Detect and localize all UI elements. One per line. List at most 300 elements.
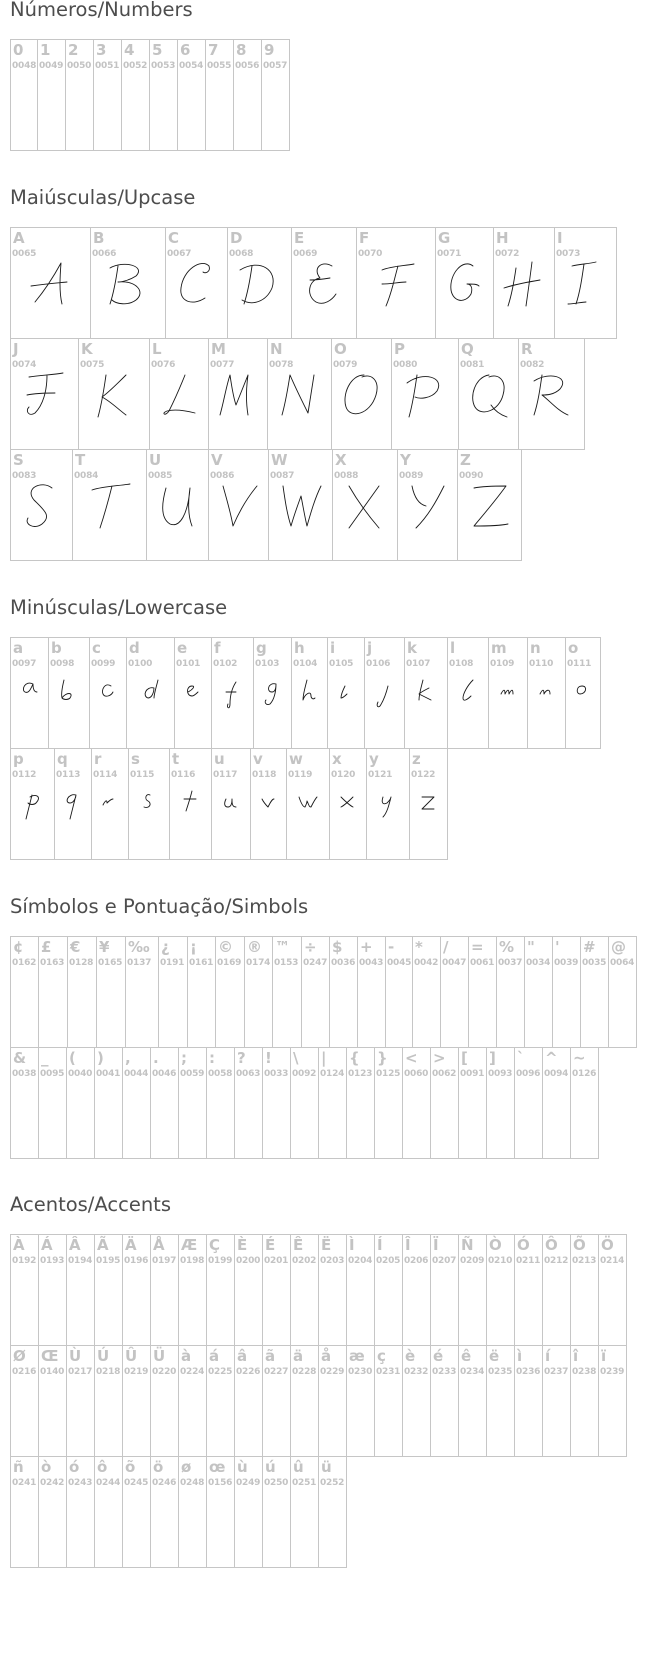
script-glyph-drawing bbox=[140, 680, 162, 710]
glyph-cell bbox=[290, 1234, 319, 1346]
glyph-code-label: 0252 bbox=[320, 1478, 345, 1488]
glyph-code-label: 0216 bbox=[12, 1367, 37, 1377]
script-glyph-stroke bbox=[98, 375, 126, 417]
glyph-char-label: å bbox=[321, 1347, 332, 1365]
glyph-char-label: " bbox=[527, 938, 535, 956]
script-glyph-drawing bbox=[502, 260, 546, 308]
glyph-cell bbox=[10, 637, 49, 749]
glyph-code-label: 0078 bbox=[269, 360, 294, 370]
glyph-char-label: q bbox=[57, 750, 68, 768]
glyph-code-label: 0072 bbox=[495, 249, 520, 259]
script-glyph-drawing bbox=[343, 482, 387, 530]
glyph-cell bbox=[267, 338, 332, 450]
glyph-cell bbox=[402, 1047, 431, 1159]
glyph-char-label: 1 bbox=[40, 41, 51, 59]
glyph-char-label: V bbox=[211, 451, 223, 469]
script-glyph-stroke bbox=[412, 486, 444, 528]
glyph-char-label: Ê bbox=[293, 1236, 304, 1254]
glyph-code-label: 0107 bbox=[406, 659, 431, 669]
script-glyph-drawing bbox=[406, 482, 450, 530]
glyph-char-label: Ã bbox=[97, 1236, 109, 1254]
glyph-code-label: 0169 bbox=[217, 958, 242, 968]
glyph-char-label: ' bbox=[555, 938, 560, 956]
glyph-char-label: í bbox=[545, 1347, 551, 1365]
script-glyph-drawing bbox=[530, 371, 574, 419]
glyph-code-label: 0040 bbox=[68, 1069, 93, 1079]
script-glyph-drawing bbox=[222, 680, 244, 710]
glyph-char-label: € bbox=[70, 938, 81, 956]
script-glyph-drawing bbox=[58, 680, 80, 710]
script-glyph-drawing bbox=[92, 371, 136, 419]
glyph-code-label: 0066 bbox=[92, 249, 117, 259]
glyph-row bbox=[10, 1234, 627, 1346]
glyph-cell bbox=[38, 1456, 67, 1568]
script-glyph-stroke bbox=[568, 262, 596, 304]
glyph-code-label: 0210 bbox=[488, 1256, 513, 1266]
glyph-cell bbox=[318, 1047, 347, 1159]
glyph-cell bbox=[66, 1234, 95, 1346]
lowercase-title: Minúsculas/Lowercase bbox=[10, 596, 228, 619]
glyph-code-label: 0163 bbox=[40, 958, 65, 968]
glyph-row bbox=[10, 227, 617, 339]
glyph-char-label: Û bbox=[125, 1347, 138, 1365]
glyph-cell bbox=[169, 748, 212, 860]
glyph-code-label: 0128 bbox=[69, 958, 94, 968]
glyph-cell bbox=[187, 936, 216, 1048]
glyph-char-label: á bbox=[209, 1347, 220, 1365]
glyph-code-label: 0193 bbox=[40, 1256, 65, 1266]
glyph-code-label: 0249 bbox=[236, 1478, 261, 1488]
glyph-cell bbox=[598, 1345, 627, 1457]
script-glyph-stroke bbox=[341, 797, 353, 807]
glyph-cell bbox=[94, 1047, 123, 1159]
glyph-code-label: 0214 bbox=[600, 1256, 625, 1266]
glyph-code-label: 0063 bbox=[236, 1069, 261, 1079]
glyph-code-label: 0198 bbox=[180, 1256, 205, 1266]
glyph-cell bbox=[165, 227, 228, 339]
glyph-cell bbox=[457, 449, 522, 561]
glyph-char-label: U bbox=[149, 451, 162, 469]
glyph-cell bbox=[486, 1345, 515, 1457]
glyph-cell bbox=[514, 1345, 543, 1457]
glyph-cell bbox=[253, 637, 292, 749]
glyph-char-label: ] bbox=[489, 1049, 496, 1067]
glyph-code-label: 0219 bbox=[124, 1367, 149, 1377]
script-glyph-stroke bbox=[463, 680, 473, 700]
glyph-char-label: r bbox=[94, 750, 102, 768]
glyph-char-label: Á bbox=[41, 1236, 53, 1254]
glyph-char-label: A bbox=[13, 229, 25, 247]
script-glyph-drawing bbox=[443, 260, 487, 308]
glyph-code-label: 0104 bbox=[293, 659, 318, 669]
glyph-char-label: ; bbox=[181, 1049, 187, 1067]
glyph-code-label: 0237 bbox=[544, 1367, 569, 1377]
glyph-code-label: 0207 bbox=[432, 1256, 457, 1266]
glyph-cell bbox=[227, 227, 292, 339]
glyph-cell bbox=[38, 936, 68, 1048]
glyph-cell bbox=[149, 338, 209, 450]
script-glyph-drawing bbox=[216, 371, 260, 419]
script-glyph-stroke bbox=[504, 262, 540, 306]
script-glyph-stroke bbox=[419, 680, 431, 700]
script-glyph-stroke bbox=[303, 680, 315, 700]
glyph-code-label: 0093 bbox=[488, 1069, 513, 1079]
script-glyph-drawing bbox=[278, 371, 322, 419]
glyph-code-label: 0220 bbox=[152, 1367, 177, 1377]
glyph-code-label: 0202 bbox=[292, 1256, 317, 1266]
glyph-char-label: L bbox=[152, 340, 162, 358]
glyph-row bbox=[10, 748, 448, 860]
glyph-char-label: . bbox=[153, 1049, 159, 1067]
script-glyph-drawing bbox=[157, 371, 201, 419]
glyph-char-label: P bbox=[394, 340, 405, 358]
script-glyph-stroke bbox=[144, 795, 150, 808]
script-glyph-drawing bbox=[180, 791, 202, 821]
glyph-char-label: F bbox=[359, 229, 370, 247]
glyph-cell bbox=[94, 1456, 123, 1568]
glyph-char-label: ÷ bbox=[304, 938, 317, 956]
glyph-cell bbox=[150, 1456, 179, 1568]
glyph-cell bbox=[261, 39, 290, 151]
glyph-char-label: Ù bbox=[69, 1347, 82, 1365]
glyph-char-label: _ bbox=[41, 1049, 49, 1067]
glyph-row bbox=[10, 338, 585, 450]
script-glyph-stroke bbox=[226, 682, 236, 708]
glyph-char-label: n bbox=[530, 639, 541, 657]
glyph-cell bbox=[125, 936, 159, 1048]
glyph-char-label: 8 bbox=[236, 41, 247, 59]
glyph-char-label: W bbox=[271, 451, 288, 469]
glyph-code-label: 0108 bbox=[449, 659, 474, 669]
script-glyph-drawing bbox=[467, 371, 511, 419]
script-glyph-drawing bbox=[220, 791, 242, 821]
glyph-code-label: 0033 bbox=[264, 1069, 289, 1079]
script-glyph-drawing bbox=[418, 791, 440, 821]
glyph-code-label: 0109 bbox=[490, 659, 515, 669]
glyph-code-label: 0153 bbox=[274, 958, 299, 968]
glyph-cell bbox=[146, 449, 209, 561]
glyph-cell bbox=[90, 227, 166, 339]
glyph-char-label: E bbox=[294, 229, 305, 247]
glyph-code-label: 0241 bbox=[12, 1478, 37, 1488]
glyph-char-label: | bbox=[321, 1049, 327, 1067]
glyph-char-label: [ bbox=[461, 1049, 468, 1067]
glyph-cell bbox=[178, 1234, 207, 1346]
script-glyph-stroke bbox=[283, 486, 321, 526]
glyph-char-label: Œ bbox=[41, 1347, 59, 1365]
script-glyph-drawing bbox=[29, 260, 73, 308]
glyph-char-label: $ bbox=[332, 938, 343, 956]
glyph-char-label: ) bbox=[97, 1049, 104, 1067]
glyph-char-label: & bbox=[13, 1049, 27, 1067]
glyph-cell bbox=[374, 1047, 403, 1159]
glyph-char-label: H bbox=[496, 229, 509, 247]
glyph-cell bbox=[290, 1456, 319, 1568]
glyph-char-label: ô bbox=[97, 1458, 108, 1476]
script-glyph-stroke bbox=[110, 264, 140, 304]
glyph-code-label: 0235 bbox=[488, 1367, 513, 1377]
script-glyph-stroke bbox=[223, 486, 257, 526]
glyph-code-label: 0074 bbox=[12, 360, 37, 370]
glyph-cell bbox=[94, 1345, 123, 1457]
glyph-cell bbox=[205, 39, 234, 151]
glyph-char-label: i bbox=[330, 639, 336, 657]
glyph-code-label: 0037 bbox=[498, 958, 523, 968]
glyph-cell bbox=[402, 1345, 431, 1457]
glyph-cell bbox=[404, 637, 448, 749]
script-glyph-stroke bbox=[262, 799, 274, 807]
glyph-char-label: ^ bbox=[545, 1049, 558, 1067]
glyph-cell bbox=[66, 1047, 95, 1159]
numbers-title: Números/Numbers bbox=[10, 0, 193, 21]
glyph-cell bbox=[430, 1047, 459, 1159]
glyph-char-label: o bbox=[568, 639, 579, 657]
glyph-code-label: 0102 bbox=[213, 659, 238, 669]
glyph-code-label: 0116 bbox=[171, 770, 196, 780]
glyph-code-label: 0191 bbox=[160, 958, 185, 968]
glyph-code-label: 0095 bbox=[40, 1069, 65, 1079]
glyph-cell bbox=[488, 637, 528, 749]
glyph-char-label: D bbox=[230, 229, 243, 247]
glyph-cell bbox=[126, 637, 175, 749]
glyph-char-label: K bbox=[81, 340, 93, 358]
glyph-code-label: 0244 bbox=[96, 1478, 121, 1488]
script-glyph-drawing bbox=[217, 482, 261, 530]
script-glyph-drawing bbox=[374, 680, 396, 710]
glyph-code-label: 0165 bbox=[98, 958, 123, 968]
glyph-code-label: 0067 bbox=[167, 249, 192, 259]
glyph-row bbox=[10, 39, 290, 151]
glyph-cell bbox=[458, 1345, 487, 1457]
glyph-cell bbox=[234, 1234, 263, 1346]
glyph-cell bbox=[331, 338, 392, 450]
script-glyph-drawing bbox=[377, 791, 399, 821]
glyph-char-label: e bbox=[177, 639, 188, 657]
glyph-code-label: 0194 bbox=[68, 1256, 93, 1266]
script-glyph-stroke bbox=[501, 690, 513, 694]
script-glyph-stroke bbox=[377, 686, 388, 707]
glyph-cell bbox=[570, 1047, 599, 1159]
glyph-code-label: 0225 bbox=[208, 1367, 233, 1377]
glyph-cell bbox=[10, 1456, 39, 1568]
glyph-cell bbox=[10, 449, 73, 561]
glyph-code-label: 0112 bbox=[12, 770, 37, 780]
glyph-char-label: ¡ bbox=[190, 938, 197, 956]
glyph-char-label: ü bbox=[321, 1458, 332, 1476]
glyph-code-label: 0201 bbox=[264, 1256, 289, 1266]
glyph-cell bbox=[570, 1345, 599, 1457]
glyph-cell bbox=[391, 338, 459, 450]
glyph-code-label: 0115 bbox=[130, 770, 155, 780]
glyph-code-label: 0053 bbox=[151, 61, 176, 71]
glyph-char-label: ä bbox=[293, 1347, 304, 1365]
glyph-cell bbox=[364, 637, 405, 749]
glyph-cell bbox=[514, 1047, 543, 1159]
script-glyph-stroke bbox=[534, 375, 568, 415]
glyph-char-label: } bbox=[377, 1049, 388, 1067]
glyph-cell bbox=[346, 1047, 375, 1159]
glyph-cell bbox=[268, 449, 333, 561]
glyph-code-label: 0156 bbox=[208, 1478, 233, 1488]
glyph-cell bbox=[244, 936, 273, 1048]
glyph-cell bbox=[409, 748, 448, 860]
glyph-code-label: 0248 bbox=[180, 1478, 205, 1488]
script-glyph-stroke bbox=[31, 263, 67, 304]
glyph-code-label: 0068 bbox=[229, 249, 254, 259]
glyph-code-label: 0137 bbox=[127, 958, 152, 968]
glyph-code-label: 0080 bbox=[393, 360, 418, 370]
glyph-char-label: Ñ bbox=[461, 1236, 474, 1254]
glyph-code-label: 0089 bbox=[399, 471, 424, 481]
glyph-cell bbox=[366, 748, 410, 860]
script-glyph-drawing bbox=[337, 791, 359, 821]
glyph-code-label: 0047 bbox=[442, 958, 467, 968]
glyph-code-label: 0233 bbox=[432, 1367, 457, 1377]
glyph-row bbox=[10, 637, 601, 749]
script-glyph-drawing bbox=[23, 371, 67, 419]
glyph-code-label: 0195 bbox=[96, 1256, 121, 1266]
script-glyph-stroke bbox=[163, 488, 192, 526]
glyph-code-label: 0196 bbox=[124, 1256, 149, 1266]
symbols-title: Símbolos e Pontuação/Simbols bbox=[10, 895, 309, 918]
glyph-code-label: 0079 bbox=[333, 360, 358, 370]
glyph-char-label: Å bbox=[153, 1236, 165, 1254]
glyph-code-label: 0048 bbox=[12, 61, 37, 71]
glyph-char-label: À bbox=[13, 1236, 25, 1254]
script-glyph-drawing bbox=[62, 791, 84, 821]
glyph-char-label: è bbox=[405, 1347, 416, 1365]
glyph-code-label: 0226 bbox=[236, 1367, 261, 1377]
glyph-char-label: T bbox=[75, 451, 86, 469]
glyph-cell bbox=[149, 39, 178, 151]
glyph-cell bbox=[67, 936, 97, 1048]
glyph-cell bbox=[447, 637, 489, 749]
glyph-cell bbox=[493, 227, 555, 339]
glyph-code-label: 0062 bbox=[432, 1069, 457, 1079]
glyph-code-label: 0076 bbox=[151, 360, 176, 370]
glyph-char-label: w bbox=[289, 750, 303, 768]
glyph-char-label: Y bbox=[400, 451, 411, 469]
glyph-char-label: â bbox=[237, 1347, 248, 1365]
glyph-cell bbox=[524, 936, 553, 1048]
glyph-char-label: = bbox=[471, 938, 484, 956]
glyph-cell bbox=[38, 1047, 67, 1159]
glyph-char-label: ` bbox=[517, 1049, 525, 1067]
glyph-cell bbox=[234, 1345, 263, 1457]
glyph-cell bbox=[486, 1047, 515, 1159]
glyph-char-label: ! bbox=[265, 1049, 272, 1067]
glyph-cell bbox=[10, 936, 39, 1048]
glyph-cell bbox=[542, 1047, 571, 1159]
glyph-cell bbox=[250, 748, 287, 860]
glyph-code-label: 0243 bbox=[68, 1478, 93, 1488]
glyph-code-label: 0206 bbox=[404, 1256, 429, 1266]
glyph-cell bbox=[356, 227, 436, 339]
glyph-cell bbox=[435, 227, 494, 339]
script-glyph-stroke bbox=[220, 375, 248, 415]
glyph-char-label: ë bbox=[489, 1347, 500, 1365]
glyph-cell bbox=[10, 227, 91, 339]
glyph-char-label: B bbox=[93, 229, 105, 247]
glyph-char-label: ì bbox=[517, 1347, 523, 1365]
glyph-cell bbox=[211, 748, 251, 860]
glyph-cell bbox=[346, 1234, 375, 1346]
glyph-cell bbox=[66, 1345, 95, 1457]
glyph-code-label: 0043 bbox=[359, 958, 384, 968]
glyph-row bbox=[10, 1456, 347, 1568]
glyph-char-label: £ bbox=[41, 938, 52, 956]
script-glyph-stroke bbox=[474, 486, 508, 526]
glyph-char-label: é bbox=[433, 1347, 444, 1365]
glyph-char-label: p bbox=[13, 750, 24, 768]
glyph-cell bbox=[291, 637, 328, 749]
script-glyph-drawing bbox=[374, 260, 418, 308]
glyph-cell bbox=[291, 227, 357, 339]
glyph-char-label: # bbox=[583, 938, 596, 956]
glyph-code-label: 0038 bbox=[12, 1069, 37, 1079]
glyph-char-label: û bbox=[293, 1458, 304, 1476]
glyph-code-label: 0057 bbox=[263, 61, 288, 71]
glyph-char-label: ó bbox=[69, 1458, 80, 1476]
glyph-code-label: 0086 bbox=[210, 471, 235, 481]
glyph-code-label: 0073 bbox=[556, 249, 581, 259]
glyph-cell bbox=[122, 1047, 151, 1159]
glyph-code-label: 0075 bbox=[80, 360, 105, 370]
glyph-char-label: 6 bbox=[180, 41, 191, 59]
glyph-code-label: 0105 bbox=[329, 659, 354, 669]
glyph-code-label: 0070 bbox=[358, 249, 383, 259]
glyph-cell bbox=[10, 1345, 39, 1457]
glyph-char-label: < bbox=[405, 1049, 418, 1067]
glyph-char-label: 5 bbox=[152, 41, 163, 59]
glyph-code-label: 0117 bbox=[213, 770, 238, 780]
script-glyph-stroke bbox=[282, 375, 314, 415]
glyph-char-label: È bbox=[237, 1236, 248, 1254]
glyph-code-label: 0111 bbox=[567, 659, 592, 669]
script-glyph-stroke bbox=[164, 375, 195, 414]
glyph-code-label: 0106 bbox=[366, 659, 391, 669]
glyph-char-label: î bbox=[573, 1347, 579, 1365]
script-glyph-stroke bbox=[473, 375, 507, 417]
glyph-char-label: % bbox=[499, 938, 515, 956]
glyph-cell bbox=[10, 1047, 39, 1159]
script-glyph-stroke bbox=[145, 680, 158, 698]
glyph-code-label: 0212 bbox=[544, 1256, 569, 1266]
glyph-code-label: 0200 bbox=[236, 1256, 261, 1266]
script-glyph-drawing bbox=[572, 680, 594, 710]
glyph-code-label: 0045 bbox=[387, 958, 412, 968]
glyph-cell bbox=[514, 1234, 543, 1346]
glyph-cell bbox=[430, 1345, 459, 1457]
glyph-cell bbox=[272, 936, 302, 1048]
glyph-cell bbox=[346, 1345, 375, 1457]
script-glyph-drawing bbox=[415, 680, 437, 710]
glyph-cell bbox=[518, 338, 585, 450]
glyph-char-label: g bbox=[256, 639, 267, 657]
glyph-code-label: 0247 bbox=[303, 958, 328, 968]
script-glyph-stroke bbox=[27, 485, 52, 527]
glyph-cell bbox=[542, 1345, 571, 1457]
glyph-code-label: 0199 bbox=[208, 1256, 233, 1266]
glyph-code-label: 0061 bbox=[470, 958, 495, 968]
glyph-cell bbox=[38, 1345, 67, 1457]
glyph-char-label: ñ bbox=[13, 1458, 24, 1476]
script-glyph-drawing bbox=[175, 260, 219, 308]
glyph-cell bbox=[458, 1234, 487, 1346]
glyph-code-label: 0211 bbox=[516, 1256, 541, 1266]
glyph-char-label: Z bbox=[460, 451, 471, 469]
script-glyph-drawing bbox=[299, 680, 321, 710]
